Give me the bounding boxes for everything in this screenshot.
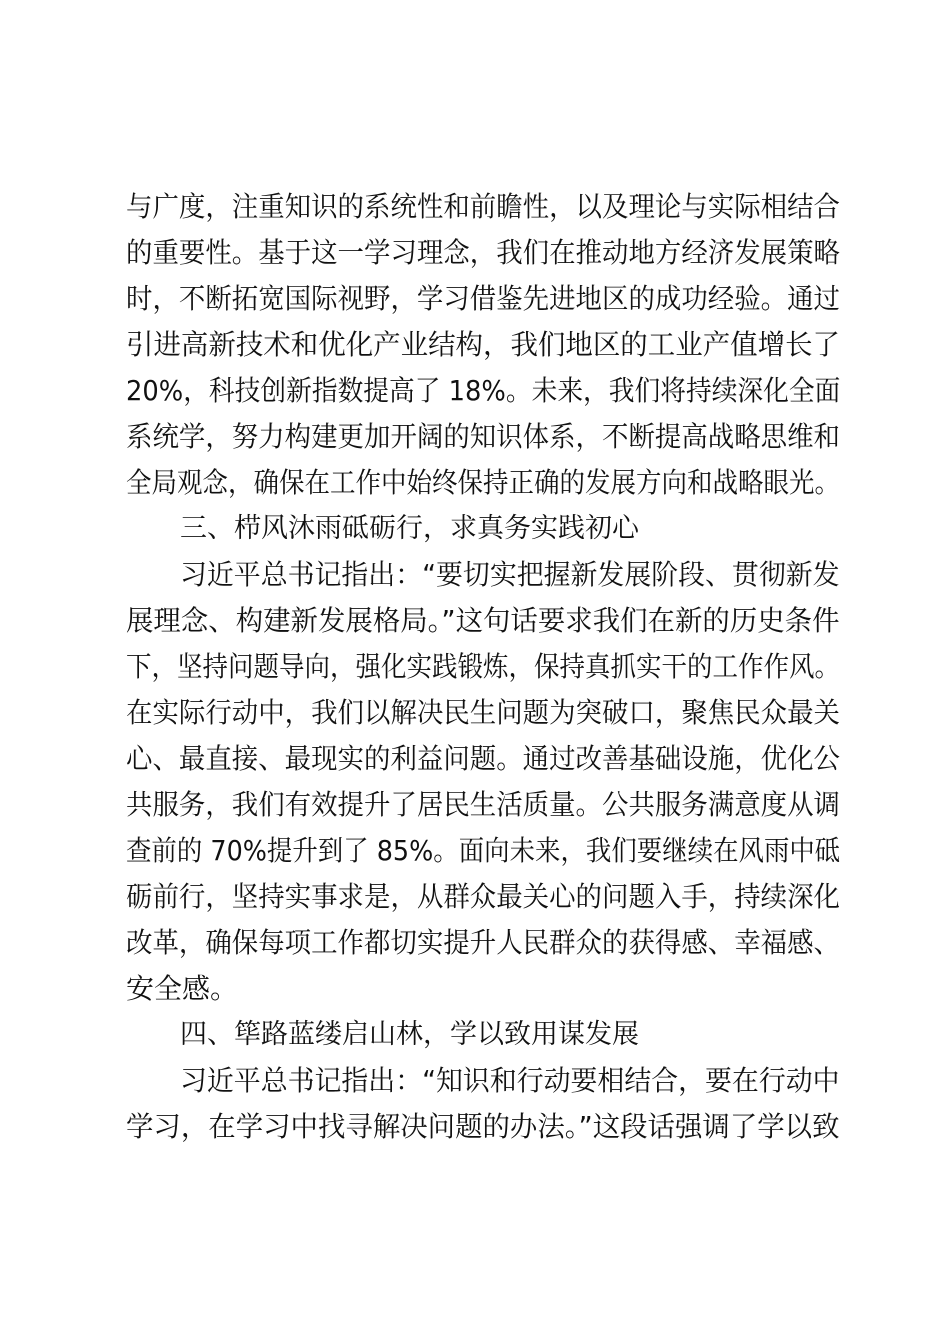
text-line: 改革，确保每项工作都切实提升人民群众的获得感、幸福感、 (126, 926, 841, 959)
text-line: 时，不断拓宽国际视野，学习借鉴先进地区的成功经验。通过 (126, 282, 841, 315)
text-line: 系统学，努力构建更加开阔的知识体系，不断提高战略思维和 (126, 420, 841, 453)
text-line: 与广度，注重知识的系统性和前瞻性，以及理论与实际相结合 (126, 190, 841, 223)
text-line: 习近平总书记指出：“要切实把握新发展阶段、贯彻新发 (180, 558, 840, 591)
text-line: 心、最直接、最现实的利益问题。通过改善基础设施，优化公 (126, 742, 841, 775)
section-heading: 三、栉风沐雨砥砺行，求真务实践初心 (180, 513, 639, 544)
section-heading: 四、筚路蓝缕启山林，学以致用谋发展 (180, 1019, 639, 1050)
text-line: 安全感。 (126, 972, 239, 1005)
text-line: 共服务，我们有效提升了居民生活质量。公共服务满意度从调 (126, 788, 841, 821)
text-line: 砺前行，坚持实事求是，从群众最关心的问题入手，持续深化 (126, 880, 841, 913)
text-line: 20%，科技创新指数提高了 18%。未来，我们将持续深化全面 (126, 374, 841, 407)
text-line: 展理念、构建新发展格局。”这句话要求我们在新的历史条件 (126, 604, 840, 637)
text-line: 学习，在学习中找寻解决问题的办法。”这段话强调了学以致 (126, 1110, 840, 1143)
text-line: 下，坚持问题导向，强化实践锻炼，保持真抓实干的工作作风。 (126, 650, 841, 683)
text-line: 查前的 70%提升到了 85%。面向未来，我们要继续在风雨中砥 (126, 834, 841, 867)
text-line: 全局观念，确保在工作中始终保持正确的发展方向和战略眼光。 (126, 466, 841, 499)
text-line: 引进高新技术和优化产业结构，我们地区的工业产值增长了 (126, 328, 841, 361)
text-line: 的重要性。基于这一学习理念，我们在推动地方经济发展策略 (126, 236, 841, 269)
text-line: 习近平总书记指出：“知识和行动要相结合，要在行动中 (180, 1064, 840, 1097)
text-line: 在实际行动中，我们以解决民生问题为突破口，聚焦民众最关 (126, 696, 841, 729)
